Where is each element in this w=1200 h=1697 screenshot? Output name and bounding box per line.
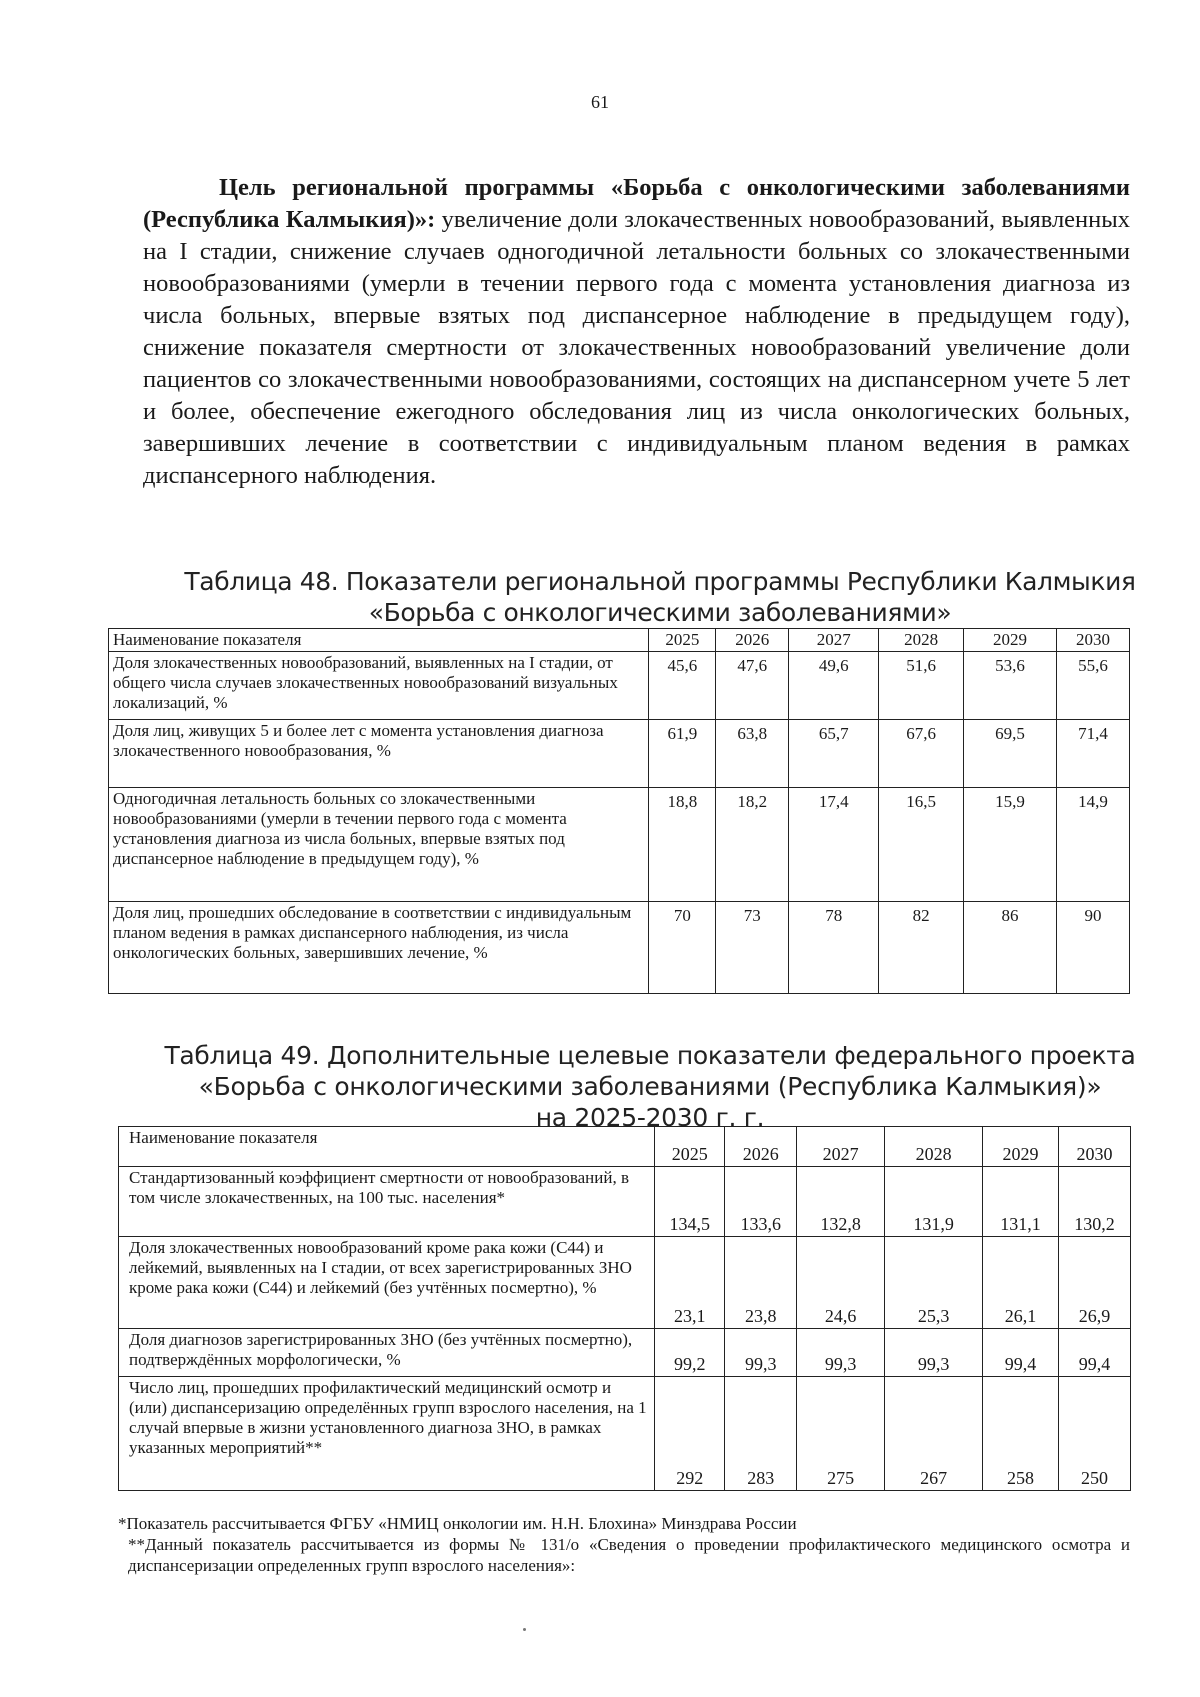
header-year: 2029 xyxy=(983,1127,1059,1167)
indicator-value: 26,1 xyxy=(983,1237,1059,1329)
indicator-value: 23,8 xyxy=(725,1237,797,1329)
indicator-value: 17,4 xyxy=(789,788,879,902)
indicator-name: Доля злокачественных новообразований кроме рака кожи (С44) и лейкемий, выявленных на I стадии, от всех зарегистрированных ЗНО кроме рака кожи (С44) и лейкемий (без учтённых посмертно), % xyxy=(119,1237,655,1329)
table-row xyxy=(109,788,1130,902)
footnotes xyxy=(118,1513,1130,1576)
table-header-row xyxy=(109,629,1130,652)
program-goal-lead: Цель региональной программы «Борьба с онкологическими заболеваниями (Республика Калмыкия)»: xyxy=(143,174,1130,233)
indicator-name: Доля лиц, живущих 5 и более лет с момента установления диагноза злокачественного новообразования, % xyxy=(109,720,649,788)
indicator-value: 25,3 xyxy=(885,1237,983,1329)
indicator-value: 78 xyxy=(789,902,879,994)
indicator-name xyxy=(109,788,649,902)
indicator-value: 15,9 xyxy=(964,788,1057,902)
indicator-value: 131,9 xyxy=(885,1167,983,1237)
indicator-name: Число лиц, прошедших профилактический медицинский осмотр и (или) диспансеризацию определённых групп взрослого населения, на 1 случай впервые в жизни установленного диагноза ЗНО, в рамках указанных мероприятий** xyxy=(119,1377,655,1491)
indicator-value: 14,9 xyxy=(1057,788,1130,902)
indicator-value: 71,4 xyxy=(1057,720,1130,788)
indicator-value: 63,8 xyxy=(716,720,789,788)
table-49-title-line1: Таблица 49. Дополнительные целевые показатели федерального проекта xyxy=(164,1041,1136,1070)
header-year: 2030 xyxy=(1058,1127,1130,1167)
indicator-value: 99,3 xyxy=(797,1329,885,1377)
indicator-value: 53,6 xyxy=(964,652,1057,720)
indicator-value: 18,8 xyxy=(649,788,716,902)
table-49 xyxy=(118,1126,1131,1491)
indicator-value: 283 xyxy=(725,1377,797,1491)
indicator-value: 99,4 xyxy=(1058,1329,1130,1377)
indicator-value: 47,6 xyxy=(716,652,789,720)
indicator-value: 131,1 xyxy=(983,1167,1059,1237)
table-49-title-line2: «Борьба с онкологическими заболеваниями (Республика Калмыкия)» xyxy=(198,1072,1102,1101)
program-goal-paragraph xyxy=(143,172,1130,492)
indicator-value: 65,7 xyxy=(789,720,879,788)
header-year: 2027 xyxy=(797,1127,885,1167)
indicator-value: 18,2 xyxy=(716,788,789,902)
header-year: 2026 xyxy=(725,1127,797,1167)
indicator-value: 258 xyxy=(983,1377,1059,1491)
indicator-value: 292 xyxy=(655,1377,725,1491)
indicator-name: Доля злокачественных новообразований, выявленных на I стадии, от общего числа случаев злокачественных новообразований визуальных локализаций, % xyxy=(109,652,649,720)
header-year: 2029 xyxy=(964,629,1057,652)
table-48-title xyxy=(180,566,1140,628)
indicator-value: 99,3 xyxy=(885,1329,983,1377)
scan-speck xyxy=(523,1628,526,1631)
program-goal-text: увеличение доли злокачественных новообразований, выявленных на I стадии, снижение случаев одногодичной летальности больных со злокачественными новообразованиями (умерли в течении первого года с момента установления диагноза из числа больных, впервые взятых под диспансерное наблюдение в предыдущем году), снижение показателя смертности от злокачественных новообразований увеличение доли пациентов со злокачественными новообразованиями, состоящих на диспансерном учете 5 лет и более, обеспечение ежегодного обследования лиц из числа онкологических больных, завершивших лечение в соответствии с индивидуальным планом ведения в рамках диспансерного наблюдения. xyxy=(143,206,1130,489)
table-row xyxy=(119,1329,1131,1377)
indicator-name-part2: установления диагноза из числа больных, впервые взятых под диспансерное наблюдение в предыдущем году), % xyxy=(113,829,565,868)
indicator-value: 69,5 xyxy=(964,720,1057,788)
indicator-value: 82 xyxy=(879,902,964,994)
header-year: 2030 xyxy=(1057,629,1130,652)
indicator-value: 86 xyxy=(964,902,1057,994)
header-year: 2028 xyxy=(879,629,964,652)
indicator-value: 250 xyxy=(1058,1377,1130,1491)
table-48-title-line1: Таблица 48. Показатели региональной программы Республики Калмыкия xyxy=(184,567,1136,596)
indicator-value: 99,2 xyxy=(655,1329,725,1377)
footnote-2: **Данный показатель рассчитывается из формы № 131/о «Сведения о проведении профилактического медицинского осмотра и диспансеризации определенных групп взрослого населения»: xyxy=(128,1535,1130,1575)
indicator-value: 134,5 xyxy=(655,1167,725,1237)
footnote-1: *Показатель рассчитывается ФГБУ «НМИЦ онкологии им. Н.Н. Блохина» Минздрава России xyxy=(118,1514,797,1533)
indicator-value: 55,6 xyxy=(1057,652,1130,720)
table-row xyxy=(119,1167,1131,1237)
page-number: 61 xyxy=(591,92,609,112)
indicator-value: 90 xyxy=(1057,902,1130,994)
indicator-value: 133,6 xyxy=(725,1167,797,1237)
indicator-value: 73 xyxy=(716,902,789,994)
table-row xyxy=(119,1377,1131,1491)
table-row xyxy=(109,720,1130,788)
indicator-value: 132,8 xyxy=(797,1167,885,1237)
indicator-value: 23,1 xyxy=(655,1237,725,1329)
indicator-name: Доля диагнозов зарегистрированных ЗНО (без учтённых посмертно), подтверждённых морфологически, % xyxy=(119,1329,655,1377)
table-49-title-line3: на 2025-2030 г. г. xyxy=(535,1103,765,1132)
indicator-value: 99,4 xyxy=(983,1329,1059,1377)
table-48-title-line2: «Борьба с онкологическими заболеваниями» xyxy=(368,598,952,627)
table-49-title xyxy=(150,1040,1150,1133)
header-indicator-name: Наименование показателя xyxy=(119,1127,655,1167)
header-indicator-name: Наименование показателя xyxy=(109,629,649,652)
header-year: 2025 xyxy=(655,1127,725,1167)
table-row xyxy=(119,1237,1131,1329)
indicator-value: 45,6 xyxy=(649,652,716,720)
indicator-value: 24,6 xyxy=(797,1237,885,1329)
table-header-row xyxy=(119,1127,1131,1167)
indicator-value: 26,9 xyxy=(1058,1237,1130,1329)
indicator-value: 275 xyxy=(797,1377,885,1491)
indicator-value: 70 xyxy=(649,902,716,994)
indicator-value: 51,6 xyxy=(879,652,964,720)
header-year: 2027 xyxy=(789,629,879,652)
indicator-value: 130,2 xyxy=(1058,1167,1130,1237)
table-row xyxy=(109,652,1130,720)
indicator-value: 67,6 xyxy=(879,720,964,788)
indicator-name-part1: Одногодичная летальность больных со злокачественными новообразованиями (умерли в течении первого года с момента xyxy=(113,789,567,828)
header-year: 2028 xyxy=(885,1127,983,1167)
header-year: 2025 xyxy=(649,629,716,652)
indicator-value: 99,3 xyxy=(725,1329,797,1377)
indicator-value: 61,9 xyxy=(649,720,716,788)
header-year: 2026 xyxy=(716,629,789,652)
indicator-value: 16,5 xyxy=(879,788,964,902)
table-48 xyxy=(108,628,1130,994)
table-row xyxy=(109,902,1130,994)
indicator-value: 267 xyxy=(885,1377,983,1491)
indicator-value: 49,6 xyxy=(789,652,879,720)
indicator-name: Стандартизованный коэффициент смертности от новообразований, в том числе злокачественных, на 100 тыс. населения* xyxy=(119,1167,655,1237)
indicator-name: Доля лиц, прошедших обследование в соответствии с индивидуальным планом ведения в рамках диспансерного наблюдения, из числа онкологических больных, завершивших лечение, % xyxy=(109,902,649,994)
